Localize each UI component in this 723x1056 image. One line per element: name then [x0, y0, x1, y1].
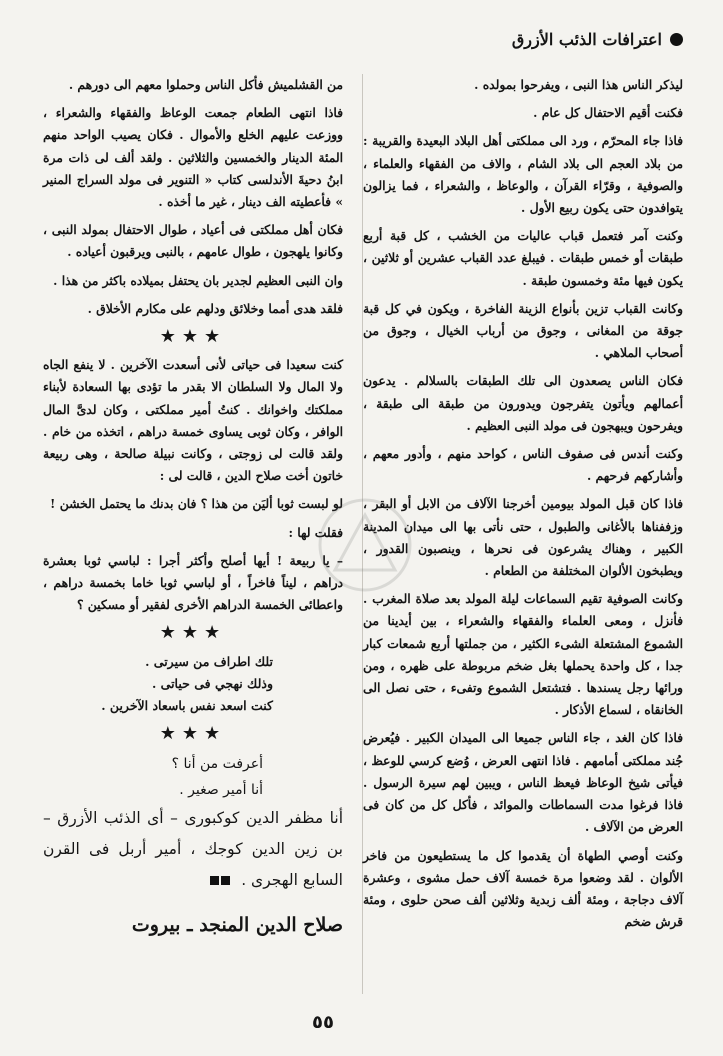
- paragraph: – يا ربيعة ! أيها أصلح وأكثر أجرا : لباسي ثوبا بعشرة دراهم ، ليناً فاخراً ، أو لباسي ثوبا خاما بخمسة دراهم ، واعطائى الخمسة الدراهم الأخرى لفقير أو مسكين ؟: [43, 552, 343, 613]
- paragraph: فكان أهل مملكتى فى أعياد ، طوال الاحتفال بمولد النبى ، وكانوا يلهجون ، طوال عامهم ، بالنبى ويرقبون أعياده .: [43, 222, 343, 260]
- paragraph: كنت سعيدا فى حياتى لأنى أسعدت الآخرين . لا ينفع الجاه ولا المال ولا السلطان الا بقدر ما تؤدى بها السعادة لأبناء مملكتك واخوانك . كنتُ أمير مملكتى ، وكان لدىَّ المال الوافر ، وكان ثوبى يساوى خمسة دراهم ، اتخذه من خام . ولقد قالت لى زوجتى ، وكانت نبيلة صالحة ، وهى ربيعة خاتون أخت صلاح الدين ، قالت لى :: [43, 357, 343, 484]
- paragraph: فاذا كان قبل المولد بيومين أخرجنا الآلاف من الابل أو البقر ، وزففناها بالأغانى والطبول ، حتى نأتى بها الى ميدان المدينة الكبير ، وهناك يشرعون فى نحرها ، وينصبون القدور ، ويطبخون الألوان المختلفة من الطعام .: [363, 496, 683, 579]
- section-separator-stars: ★★★: [159, 622, 227, 644]
- closing-paragraph: [43, 803, 343, 896]
- paragraph: فاذا انتهى الطعام جمعت الوعاظ والفقهاء والشعراء ، ووزعت عليهم الخلع والأموال . فكان يصيب الواحد منهم المئة الدينار والخمسين والثلاثين . ولقد ألف لى ذات مرة ابنُ دحيةَ الأندلسى كتاب « التنوير فى مولد السراج المنير » فأعطيته الف دينار ، غير ما أخذه .: [43, 105, 343, 210]
- paragraph: وكانت الصوفية تقيم السماعات ليلة المولد بعد صلاة المغرب . فأنزل ، ومعى العلماء والفقهاء والشعراء ، بين أيدينا من الشموع المشتعلة الشىء الكثير ، من جملتها أربع شمعات كبار جدا ، كل واحدة يحملها بغل ضخم مربوطة على ظهره ، ومن ورائها رجل يسندها . فتشتعل الشموع وتفىء ، حتى نصل الى الخانقاه ، لسماع الأذكار .: [363, 591, 683, 718]
- right-column: [363, 74, 683, 939]
- paragraph: وكنت آمر فتعمل قباب عاليات من الخشب ، كل قبة أربع طبقات أو خمس طبقات . فيبلغ عدد القباب عشرين أو ثلاثين ، يكون فيها مئة وخمسون طبقة .: [363, 228, 683, 288]
- paragraph: فكنت أقيم الاحتفال كل عام .: [533, 105, 683, 121]
- poem-line: وذلك نهجي فى حياتى .: [151, 675, 273, 691]
- paragraph: وكانت القباب تزين بأنواع الزينة الفاخرة ، ويكون في كل قبة جوقة من المغانى ، وجوق من أرباب الخيال ، وجوق من أصحاب الملاهي .: [363, 300, 683, 361]
- left-column: [43, 74, 343, 936]
- poem-block: [43, 651, 343, 717]
- paragraph: وكنت أندس فى صفوف الناس ، كواحد منهم ، وأدور معهم ، وأشاركهم فرحهم .: [363, 446, 683, 484]
- paragraph: فقلت لها :: [288, 524, 343, 540]
- paragraph: فكان الناس يصعدون الى تلك الطبقات بالسلالم . يدعون أعمالهم ويأتون يتفرجون ويدورون من طبقة الى طبقة ، ويفرحون ويبهجون فى مولد النبى العظيم .: [363, 373, 683, 433]
- author-signature: صلاح الدين المنجد ـ بيروت: [131, 913, 343, 936]
- poem-line: أنا أمير صغير .: [179, 781, 263, 798]
- article-header: [512, 30, 683, 49]
- section-separator-stars: ★★★: [159, 326, 227, 348]
- bullet-icon: [670, 33, 683, 46]
- paragraph: لو لبست ثوبا أليَن من هذا ؟ فان بدنك ما يحتمل الخشن !: [50, 496, 343, 512]
- page-number: ٥٥: [312, 1012, 334, 1033]
- closing-text: أنا مظفر الدين كوكبورى – أى الذئب الأزرق – بن زين الدين كوجك ، أمير أربل فى القرن السابع الهجرى .: [43, 808, 343, 889]
- paragraph: ليذكر الناس هذا النبى ، ويفرحوا بمولده .: [474, 77, 683, 92]
- end-mark-icon: [208, 865, 230, 896]
- paragraph: فاذا جاء المحرّم ، ورد الى مملكتى أهل البلاد البعيدة والقريبة : من بلاد العجم الى بلاد الشام ، والاف من الفقهاء والعلماء ، والصوفية ، وقرّاء القرآن ، والوعاظ ، والشعراء ، فما يزالون يتوافدون حتى يكون ربيع الأول .: [363, 133, 683, 216]
- paragraph: وكنت أوصي الطهاة أن يقدموا كل ما يستطيعون من فاخر الألوان . لقد وضعوا مرة خمسة آلاف حمل مشوى ، وعشرة آلاف دجاجة ، ومئة ألف زبدية وثلاثين ألف صحن حلوى ، ومئة قرش ضخم: [363, 847, 683, 930]
- poem-line: كنت اسعد نفس باسعاد الآخرين .: [101, 697, 273, 713]
- paragraph: وان النبى العظيم لجدير بان يحتفل بميلاده باكثر من هذا .: [53, 272, 343, 288]
- section-separator-stars: ★★★: [159, 722, 227, 744]
- paragraph: فاذا كان الغد ، جاء الناس جميعا الى الميدان الكبير . فيُعرض جُند مملكتى أمامهم . فاذا انتهى العرض ، وُضع كرسي للوعظ ، فيأتى شيخ الوعاظ فيعظ الناس ، ويبين لهم سيرة الرسول . فاذا فرغوا مدت السماطات والموائد ، فأكل كل من كان فى العرض من الآلاف .: [363, 730, 683, 835]
- article-title: اعترافات الذئب الأزرق: [511, 30, 662, 49]
- paragraph: من القشلميش فأكل الناس وحملوا معهم الى دورهم .: [68, 77, 343, 92]
- poem-block-2: [43, 751, 343, 803]
- poem-line: تلك اطراف من سيرتى .: [145, 653, 273, 669]
- paragraph: فلقد هدى أمما وخلائق ودلهم على مكارم الأخلاق .: [87, 300, 343, 316]
- poem-line: أعرفت من أنا ؟: [171, 755, 263, 772]
